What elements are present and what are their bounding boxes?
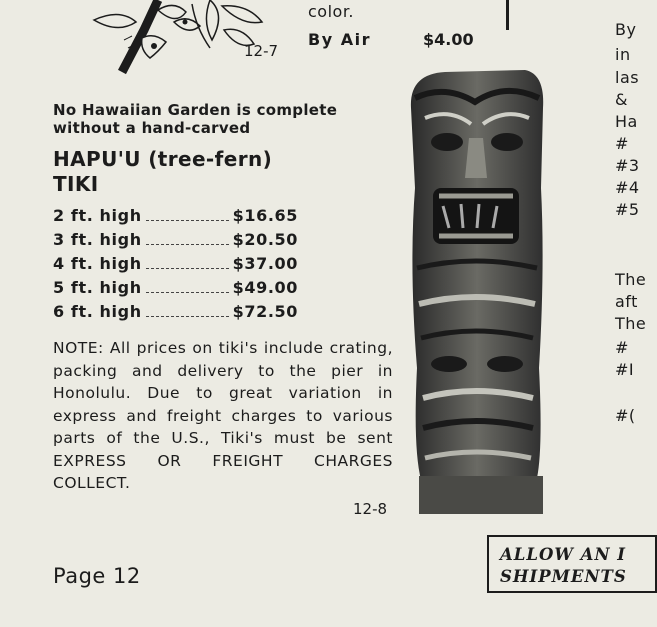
by-air-label: By Air xyxy=(308,30,371,49)
leader-dots xyxy=(146,316,229,317)
price-size: 2 ft. high xyxy=(53,206,142,225)
right-column-fragment: #3 xyxy=(615,156,640,175)
leader-dots xyxy=(146,268,229,269)
ad-title-line1: HAPU'U (tree-fern) xyxy=(53,147,273,171)
right-column-fragment: #4 xyxy=(615,178,640,197)
right-column-fragment: & xyxy=(615,90,628,109)
by-air-price: $4.00 xyxy=(423,30,474,49)
right-column-fragment: # xyxy=(615,134,629,153)
notice-box xyxy=(487,535,657,593)
prev-item-text: color. xyxy=(308,2,355,21)
tiki-item-code: 12-8 xyxy=(353,500,388,518)
price-row xyxy=(53,302,298,326)
ad-intro: No Hawaiian Garden is complete without a hand-carved xyxy=(53,101,338,137)
price-size: 6 ft. high xyxy=(53,302,142,321)
right-column-fragment: #5 xyxy=(615,200,640,219)
right-column-fragment: aft xyxy=(615,292,638,311)
right-column-fragment: Ha xyxy=(615,112,638,131)
price-value: $49.00 xyxy=(232,278,298,297)
right-column-fragment: las xyxy=(615,68,640,87)
price-list xyxy=(53,206,298,326)
right-column-fragment: # xyxy=(615,338,629,357)
price-size: 4 ft. high xyxy=(53,254,142,273)
leader-dots xyxy=(146,220,229,221)
page-number: Page 12 xyxy=(53,564,141,588)
leader-dots xyxy=(146,244,229,245)
price-value: $72.50 xyxy=(232,302,298,321)
right-column-fragment: By xyxy=(615,20,637,39)
flower-item-code: 12-7 xyxy=(244,42,279,60)
price-row xyxy=(53,254,298,278)
right-column-fragment: #I xyxy=(615,360,635,379)
shipping-note: NOTE: All prices on tiki's include crating, packing and delivery to the pier in Honolulu. Due to great variation in express and freight charges to various parts of the U.S., Tiki's must be sent EXPRESS OR FREIGHT CHARGES COLLECT. xyxy=(53,339,393,492)
price-size: 3 ft. high xyxy=(53,230,142,249)
price-value: $16.65 xyxy=(232,206,298,225)
price-value: $20.50 xyxy=(232,230,298,249)
leader-dots xyxy=(146,292,229,293)
ad-title xyxy=(53,147,272,197)
price-size: 5 ft. high xyxy=(53,278,142,297)
right-column-fragment: #( xyxy=(615,406,636,425)
column-divider xyxy=(506,0,509,30)
ad-title-line2: TIKI xyxy=(53,172,99,196)
flower-illustration xyxy=(92,0,272,72)
price-value: $37.00 xyxy=(232,254,298,273)
tiki-carving-image xyxy=(405,68,547,514)
notice-line-1: ALLOW AN I xyxy=(500,545,626,564)
right-column-fragment: The xyxy=(615,270,647,289)
notice-line-2: SHIPMENTS xyxy=(500,567,627,586)
price-row xyxy=(53,206,298,230)
price-row xyxy=(53,278,298,302)
right-column-fragment: in xyxy=(615,45,631,64)
price-row xyxy=(53,230,298,254)
right-column-fragment: The xyxy=(615,314,647,333)
